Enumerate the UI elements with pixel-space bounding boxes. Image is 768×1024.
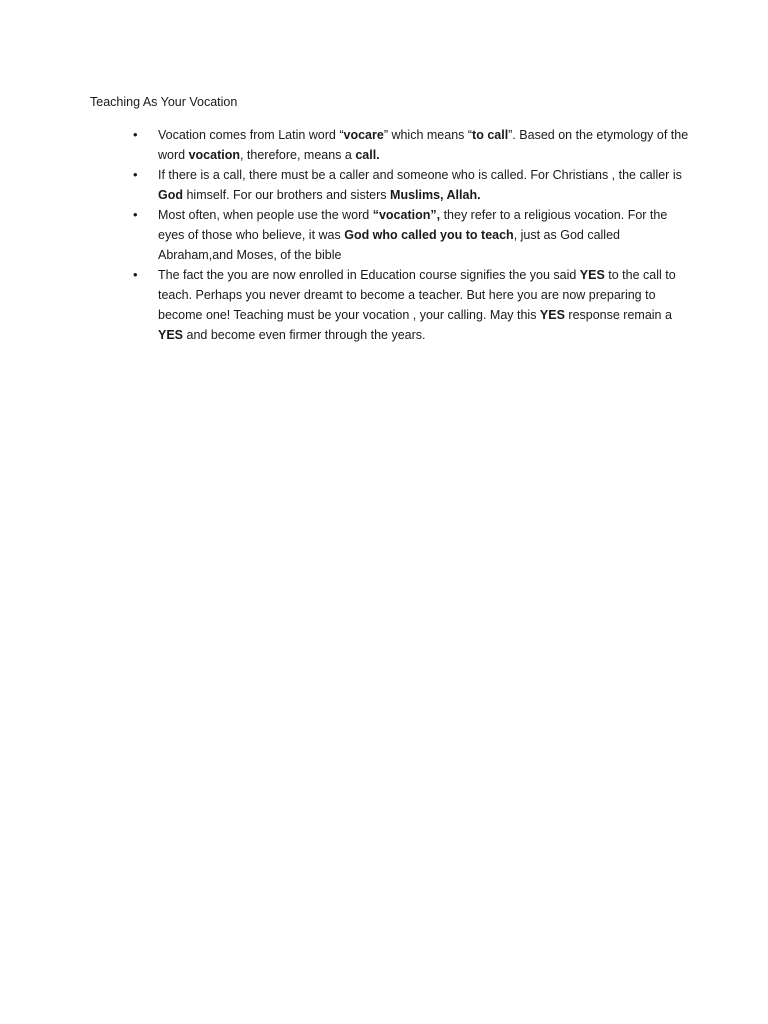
text-segment: ” which means “ — [383, 128, 473, 142]
bold-text: Muslims, Allah. — [390, 188, 481, 202]
document-title: Teaching As Your Vocation — [90, 95, 238, 109]
text-segment: himself. For our brothers and sisters — [183, 188, 391, 202]
bullet-dot-icon: • — [133, 267, 138, 282]
bullet-list — [130, 125, 690, 345]
text-segment: to the call to teach. Perhaps you never dreamt to become a teacher. But here you are now preparing to become one! Teaching must be your vocation , your calling. May this — [158, 268, 676, 322]
bold-text: to call — [472, 128, 509, 142]
bold-text: vocation — [188, 148, 240, 162]
text-segment: ”. Based on the etymology of the word — [158, 128, 689, 162]
text-segment: they refer to a religious vocation. For the eyes of those who believe, it was — [158, 208, 668, 242]
text-segment: If there is a call, there must be a caller and someone who is called. For Christians , the caller is — [158, 168, 682, 182]
bullet-item — [130, 205, 690, 265]
text-segment: Most often, when people use the word — [158, 208, 373, 222]
bullet-item — [130, 125, 690, 165]
bold-text: “vocation”, — [372, 208, 441, 222]
bold-text: call. — [355, 148, 380, 162]
text-segment: The fact the you are now enrolled in Education course signifies the you said — [158, 268, 580, 282]
bold-text: YES — [158, 328, 184, 342]
bold-text: God — [158, 188, 183, 202]
text-segment: , just as God called Abraham,and Moses, of the bible — [158, 228, 620, 262]
bullet-dot-icon: • — [133, 167, 138, 182]
bullet-item — [130, 165, 690, 205]
bullet-dot-icon: • — [133, 207, 138, 222]
bold-text: YES — [579, 268, 605, 282]
text-segment: and become even firmer through the years. — [183, 328, 426, 342]
text-segment: Vocation comes from Latin word “ — [158, 128, 344, 142]
text-segment: response remain a — [564, 308, 672, 322]
bold-text: YES — [539, 308, 565, 322]
bullet-item — [130, 265, 690, 345]
bold-text: vocare — [343, 128, 384, 142]
text-segment: , therefore, means a — [239, 148, 356, 162]
bold-text: God who called you to teach — [344, 228, 514, 242]
bullet-dot-icon: • — [133, 127, 138, 142]
